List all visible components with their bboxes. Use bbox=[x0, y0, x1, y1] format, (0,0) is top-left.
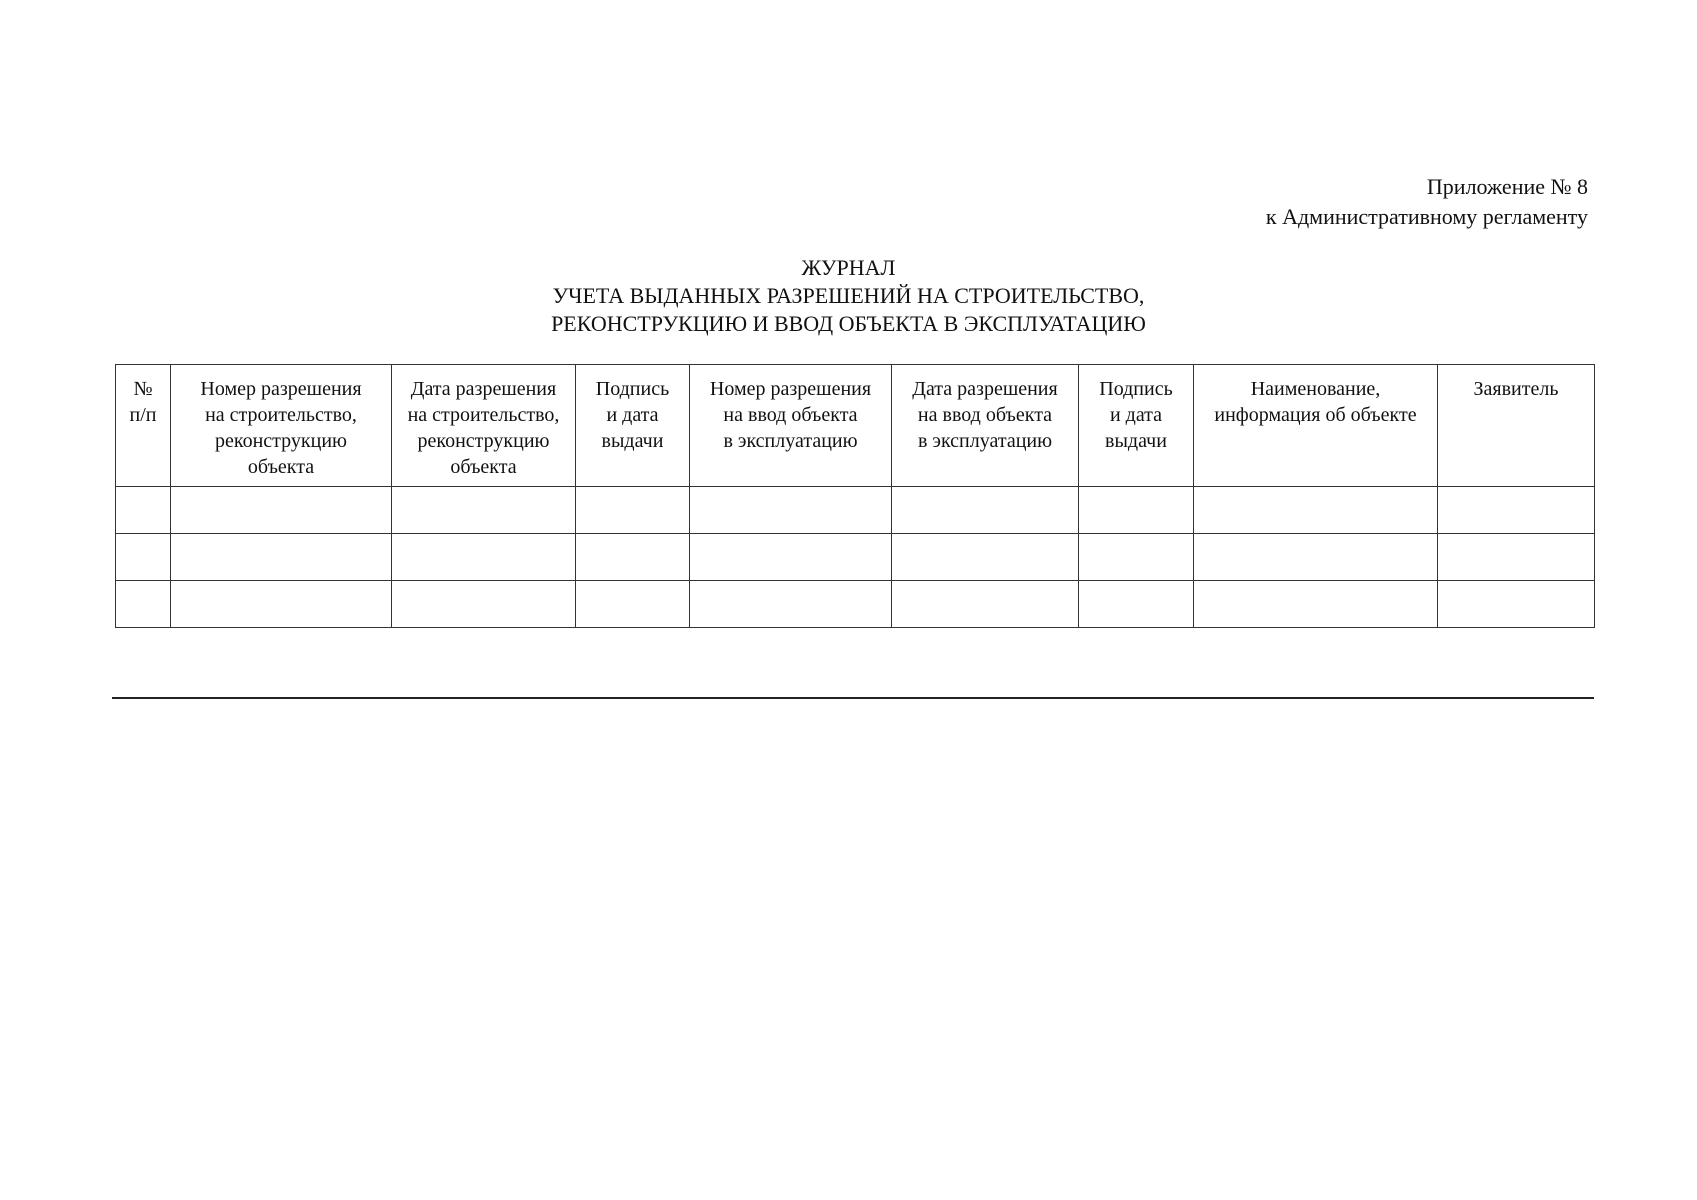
table-cell bbox=[171, 534, 392, 581]
table-cell bbox=[392, 581, 576, 628]
table-cell bbox=[576, 581, 690, 628]
table-cell bbox=[1194, 534, 1438, 581]
column-header-construction-permit-number: Номер разрешения на строительство, реконструкцию объекта bbox=[171, 365, 392, 487]
journal-table bbox=[115, 364, 1595, 628]
table-cell bbox=[1194, 487, 1438, 534]
table-cell bbox=[1079, 487, 1194, 534]
column-header-signature-and-issue-date-2: Подпись и дата выдачи bbox=[1079, 365, 1194, 487]
table-cell bbox=[171, 487, 392, 534]
table-cell bbox=[171, 581, 392, 628]
table-cell bbox=[1438, 581, 1595, 628]
table-cell bbox=[576, 487, 690, 534]
table-cell bbox=[690, 487, 892, 534]
table-cell bbox=[576, 534, 690, 581]
table-row bbox=[116, 534, 1595, 581]
table-cell bbox=[116, 487, 171, 534]
table-row bbox=[116, 487, 1595, 534]
column-header-commissioning-permit-number: Номер разрешения на ввод объекта в эксплуатацию bbox=[690, 365, 892, 487]
table-cell bbox=[392, 487, 576, 534]
appendix-number: Приложение № 8 bbox=[1426, 174, 1588, 199]
column-header-object-info: Наименование, информация об объекте bbox=[1194, 365, 1438, 487]
footnote-separator-line bbox=[112, 697, 1594, 699]
table-cell bbox=[116, 581, 171, 628]
column-header-number: № п/п bbox=[116, 365, 171, 487]
table-cell bbox=[392, 534, 576, 581]
header-row bbox=[116, 365, 1595, 487]
column-header-signature-and-issue-date-1: Подпись и дата выдачи bbox=[576, 365, 690, 487]
title-line-3: РЕКОНСТРУКЦИЮ И ВВОД ОБЪЕКТА В ЭКСПЛУАТАЦИЮ bbox=[551, 311, 1146, 336]
table-cell bbox=[690, 581, 892, 628]
column-header-applicant: Заявитель bbox=[1438, 365, 1595, 487]
table-cell bbox=[116, 534, 171, 581]
table-cell bbox=[892, 534, 1079, 581]
appendix-regulation: к Административному регламенту bbox=[1265, 204, 1588, 229]
table-cell bbox=[1079, 581, 1194, 628]
column-header-commissioning-permit-date: Дата разрешения на ввод объекта в эксплуатацию bbox=[892, 365, 1079, 487]
document-title bbox=[0, 254, 1697, 338]
table-cell bbox=[1194, 581, 1438, 628]
column-header-construction-permit-date: Дата разрешения на строительство, реконструкцию объекта bbox=[392, 365, 576, 487]
table-cell bbox=[892, 487, 1079, 534]
table-row bbox=[116, 581, 1595, 628]
table-cell bbox=[1079, 534, 1194, 581]
title-line-1: ЖУРНАЛ bbox=[801, 255, 896, 280]
appendix-reference bbox=[1266, 172, 1588, 232]
table-cell bbox=[690, 534, 892, 581]
table-cell bbox=[1438, 534, 1595, 581]
table-cell bbox=[1438, 487, 1595, 534]
table-cell bbox=[892, 581, 1079, 628]
title-line-2: УЧЕТА ВЫДАННЫХ РАЗРЕШЕНИЙ НА СТРОИТЕЛЬСТВО, bbox=[552, 283, 1145, 308]
